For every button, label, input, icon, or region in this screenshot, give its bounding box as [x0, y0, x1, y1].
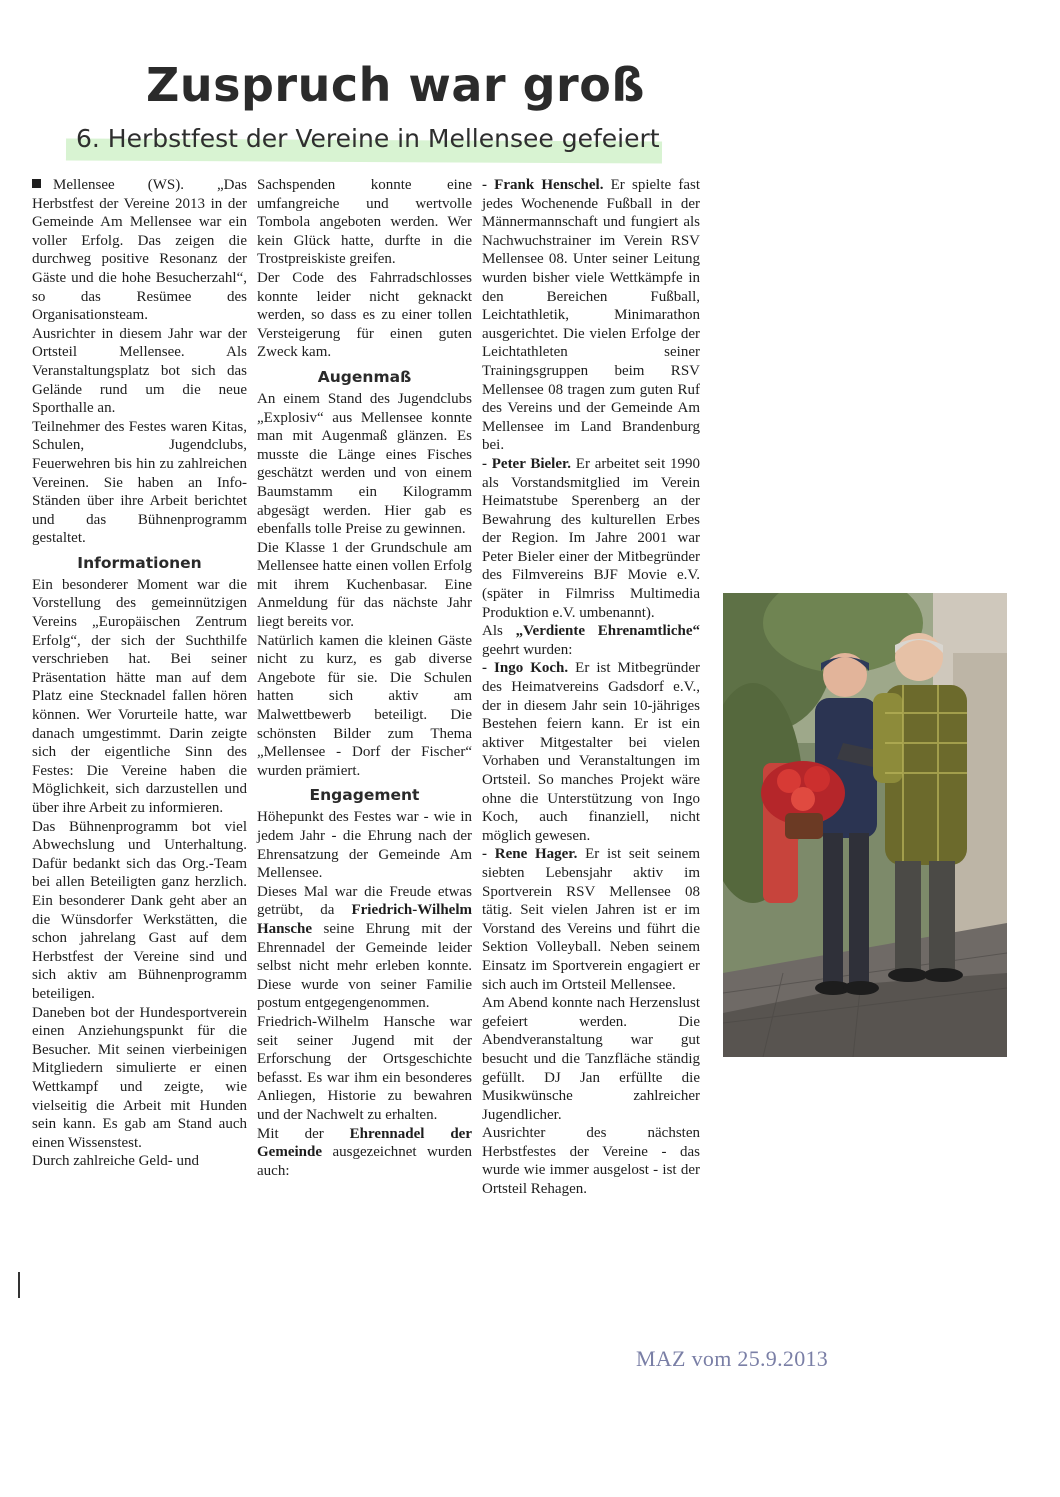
honoree-name: - Ingo Koch.	[482, 660, 569, 677]
subtitle: 6. Herbstfest der Vereine in Mellensee gefeiert	[76, 124, 660, 153]
paragraph: Mit der Ehrennadel der Gemeinde ausgezeichnet wurden auch:	[257, 1125, 473, 1179]
paragraph: - Rene Hager. Er ist seit seinem siebten Lebensjahr aktiv im Sportverein RSV Mellensee 08 tätig. Seit vielen Jahren ist er im Vorstand des Vereins und führt die Sektion Volleyball. Neben seinem Einsatz im Sportverein engagiert er sich auch im Ortsteil Mellensee.	[482, 846, 700, 993]
paragraph: Am Abend konnte nach Herzenslust gefeiert werden. Die Abendveranstaltung war gut besucht und die Tanzfläche ständig gefüllt. DJ Jan erfüllte die Musikwünsche zahlreicher Jugendlicher.	[482, 995, 700, 1123]
paragraph: An einem Stand des Jugendclubs „Explosiv“ aus Mellensee konnte man mit Augenmaß glänzen. Es musste die Länge eines Fisches geschätzt werden und von einem Baumstamm ein Kilogramm abgesägt werden. Hier gab es ebenfalls tolle Preise zu gewinnen.	[257, 390, 472, 538]
paragraph: Daneben bot der Hundesportverein einen Anziehungspunkt für die Besucher. Mit seinen vierbeinigen Mitgliedern simulierte er einen Wettkampf und zeigte, wie vielseitig die Arbeit mit Hunden sein kann. Es gab am Stand auch einen Wissenstest.	[32, 1004, 247, 1151]
paragraph: Der Code des Fahrradschlosses konnte leider nicht geknackt werden, so dass es zu einer tollen Versteigerung für einen guten Zweck kam.	[257, 269, 472, 361]
paragraph: Ein besonderer Moment war die Vorstellung des gemeinnützigen Vereins „Europäischen Zentrum Erfolg“, der sich der Suchthilfe verschrieben hat. Bei seiner Präsentation hätte man auf dem Platz eine Stecknadel fallen hören können. Wer Vorurteile hatte, war danach umgestimmt. Darin zeigte sich der eigentliche Sinn des Festes: Die Vereine haben die Möglichkeit, sich darzustellen und über ihre Arbeit zu informieren.	[32, 576, 247, 816]
column-2	[257, 176, 472, 1180]
paragraph: Mellensee (WS). „Das Herbstfest der Vereine 2013 in der Gemeinde Am Mellensee war ein voller Erfolg. Das zeigen die durchweg positive Resonanz der Gäste und die hohe Besucherzahl“, so das Resümee des Organisationsteam.	[32, 177, 247, 324]
section-heading-augenmass: Augenmaß	[317, 367, 412, 386]
honoree-name: - Rene Hager.	[482, 846, 578, 863]
column-1	[32, 176, 247, 1171]
award-ceremony-illustration	[723, 593, 1007, 1057]
paragraph: Als „Verdiente Ehrenamtliche“ geehrt wurden:	[482, 623, 700, 658]
column-3	[482, 176, 700, 1199]
paragraph: - Frank Henschel. Er spielte fast jedes Wochenende Fußball in der Männermannschaft und fungiert als Nachwuchstrainer im Verein RSV Mellensee 08. Unter seiner Leitung wurden bisher viele Wettkämpfe in den Bereichen Fußball, Leichtathletik, Minimarathon ausgerichtet. Die vielen Erfolge der Leichtathleten seiner Trainingsgruppen beim RSV Mellensee 08 tragen zum guten Ruf des Vereins und der Gemeinde Am Mellensee im Land Brandenburg bei.	[482, 177, 700, 454]
event-photo	[723, 593, 1007, 1057]
paragraph: Das Bühnenprogramm bot viel Abwechslung und Unterhaltung. Dafür bedankt sich das Org.-Team bei allen Beteiligten ganz herzlich. Ein besonderer Dank geht aber an die Wünsdorfer Werkstätten, die schon jahrelang Gast auf dem Herbstfest der Vereine sind und sich aktiv am Bühnenprogramm beteiligen.	[32, 818, 247, 1002]
paragraph: Höhepunkt des Festes war - wie in jedem Jahr - die Ehrung nach der Ehrensatzung der Gemeinde Am Mellensee.	[257, 809, 472, 882]
honoree-name: - Peter Bieler.	[482, 455, 572, 472]
column-rule	[18, 1272, 20, 1298]
section-heading-informationen: Informationen	[77, 553, 202, 572]
paragraph: Teilnehmer des Festes waren Kitas, Schulen, Jugendclubs, Feuerwehren bis hin zu zahlreichen Vereinen. Sie haben an Info-Ständen über ihre Arbeit berichtet und das Bühnenprogramm gestaltet.	[32, 418, 247, 547]
honoree-name: - Frank Henschel.	[482, 177, 604, 193]
headline: Zuspruch war groß	[146, 58, 645, 112]
paragraph: Natürlich kamen die kleinen Gäste nicht zu kurz, es gab diverse Angebote für sie. Die Schulen hatten sich aktiv am Malwettbewerb beteiligt. Die schönsten Bilder zum Thema „Mellensee - Dorf der Fischer“ wurden prämiert.	[257, 632, 472, 779]
paragraph: Die Klasse 1 der Grundschule am Mellensee hatte einen vollen Erfolg mit ihrem Kuchenbasar. Eine Anmeldung für das nächste Jahr liegt bereits vor.	[257, 539, 472, 631]
honoree-name: Friedrich-Wilhelm Hansche	[257, 902, 472, 937]
award-name: Ehrennadel der Gemeinde	[257, 1125, 472, 1161]
lead-square-icon	[32, 179, 41, 188]
paragraph: Ausrichter in diesem Jahr war der Ortsteil Mellensee. Als Veranstaltungsplatz bot sich das Gelände rund um die neue Sporthalle an.	[32, 325, 247, 417]
paragraph: - Peter Bieler. Er arbeitet seit 1990 als Vorstandsmitglied im Verein Heimatstube Sperenberg an der Bewahrung des kulturellen Erbes der Region. Im Jahre 2001 war Peter Bieler einer der Mitbegründer des Filmvereins BJF Movie e.V. (später in Filmriss Multimedia Produktion e.V. umbenannt).	[482, 455, 700, 621]
paragraph: Friedrich-Wilhelm Hansche war seit seiner Jugend mit der Erforschung der Ortsgeschichte befasst. Es war ihm ein besonderes Anliegen, Historie zu bewahren und der Nachwelt zu erhalten.	[257, 1013, 472, 1123]
source-citation: MAZ vom 25.9.2013	[636, 1346, 829, 1371]
award-name: „Verdiente Ehrenamtliche“	[515, 623, 700, 640]
section-heading-engagement: Engagement	[309, 786, 420, 805]
paragraph: Ausrichter des nächsten Herbstfestes der Vereine - das wurde wie immer ausgelost - ist der Ortsteil Rehagen.	[482, 1125, 700, 1198]
paragraph: Sachspenden konnte eine umfangreiche und wertvolle Tombola angeboten werden. Wer kein Glück hatte, durfte in die Trostpreiskiste greifen.	[257, 177, 472, 268]
paragraph: Durch zahlreiche Geld- und	[32, 1153, 200, 1170]
paragraph: Dieses Mal war die Freude etwas getrübt, da Friedrich-Wilhelm Hansche seine Ehrung mit der Ehrennadel der Gemeinde leider selbst nicht mehr erleben konnte. Diese wurde von seiner Familie postum entgegengenommen.	[257, 883, 473, 1012]
paragraph: - Ingo Koch. Er ist Mitbegründer des Heimatvereins Gadsdorf e.V., der in diesem Jahr sein 10-jähriges Bestehen feiern kann. Er ist ein aktiver Mitgestalter bei vielen Vorhaben und Veranstaltungen im Ortsteil. So manches Projekt wäre ohne die Unterstützung von Ingo Koch, auch finanziell, nicht möglich gewesen.	[482, 660, 701, 844]
